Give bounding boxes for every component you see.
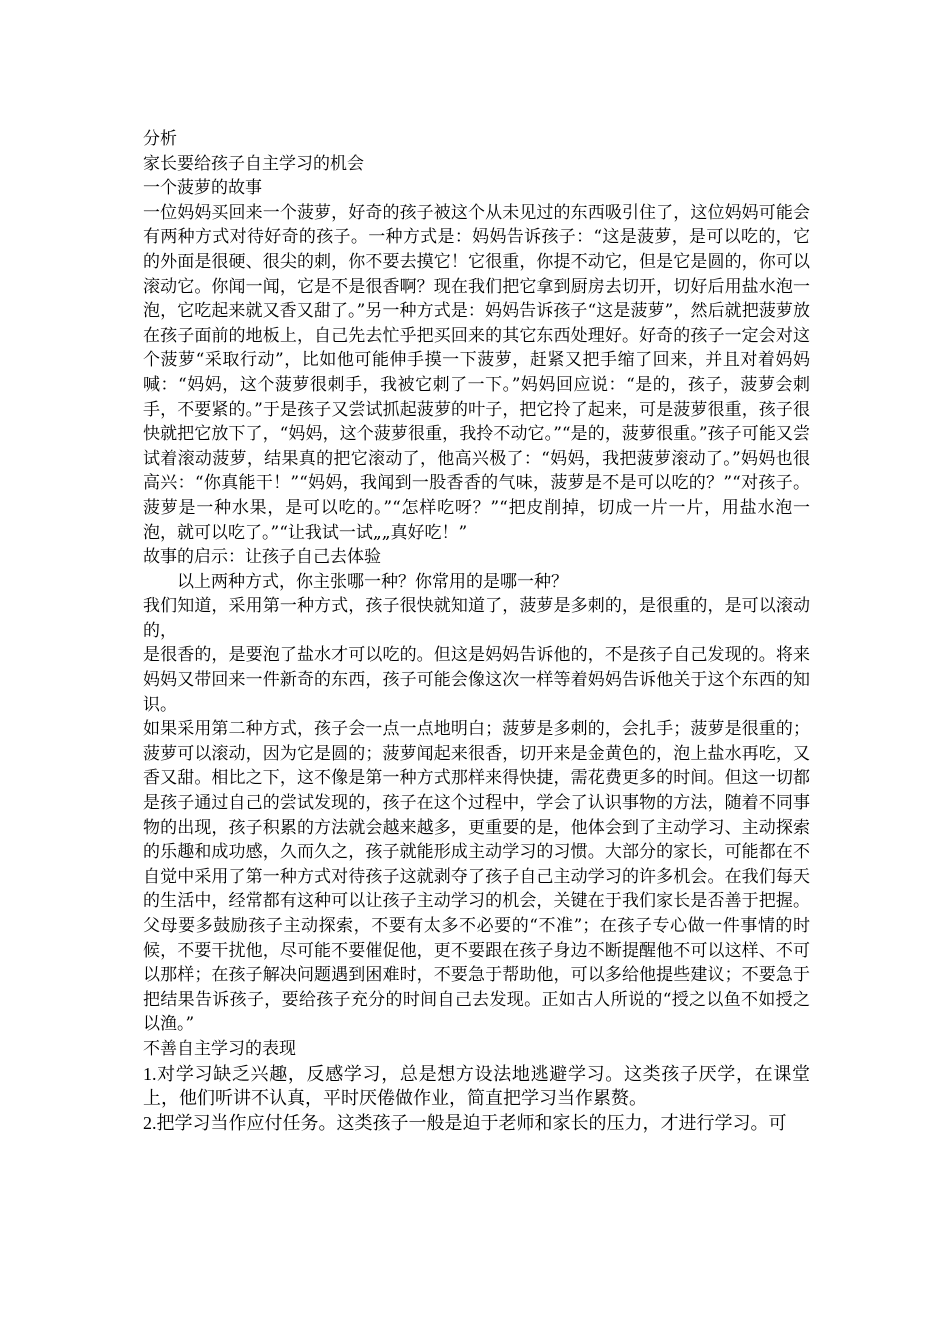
question-paragraph: 以上两种方式，你主张哪一种？你常用的是哪一种？ bbox=[177, 571, 568, 592]
document-page bbox=[143, 127, 810, 1135]
section-heading-poor-learning: 不善自主学习的表现 bbox=[143, 1038, 296, 1059]
second-way-paragraph: 如果采用第二种方式，孩子会一点一点地明白；菠萝是多刺的，会扎手；菠萝是很重的；菠萝可以滚动，因为它是圆的；菠萝闻起来很香，切开来是金黄色的，泡上盐水再吃，又香又甜。相比之下，这不像是第一种方式那样来得快捷，需花费更多的时间。但这一切都是孩子通过自己的尝试发现的，孩子在这个过程中，学会了认识事物的方法，随着不同事物的出现，孩子积累的方法就会越来越多，更重要的是，他体会到了主动学习、主动探索的乐趣和成功感，久而久之，孩子就能形成主动学习的习惯。大部分的家长，可能都在不自觉中采用了第一种方式对待孩子这就剥夺了孩子自己主动学习的许多机会。在我们每天的生活中，经常都有这种可以让孩子主动学习的机会，关键在于我们家长是否善于把握。父母要多鼓励孩子主动探索，不要有太多不必要的“不准”；在孩子专心做一件事情的时候，不要干扰他，尽可能不要催促他，更不要跟在孩子身边不断提醒他不可以这样、不可以那样；在孩子解决问题遇到困难时，不要急于帮助他，可以多给他提些建议；不要急于把结果告诉孩子，要给孩子充分的时间自己去发现。正如古人所说的“授之以鱼不如授之以渔。” bbox=[143, 719, 810, 1035]
first-way-paragraph-1: 我们知道，采用第一种方式，孩子很快就知道了，菠萝是多刺的，是很重的，是可以滚动的， bbox=[143, 596, 810, 641]
section-heading-story: 一个菠萝的故事 bbox=[143, 178, 262, 199]
first-way-paragraph-2: 是很香的，是要泡了盐水才可以吃的。但这是妈妈告诉他的，不是孩子自己发现的。将来妈妈又带回来一件新奇的东西，孩子可能会像这次一样等着妈妈告诉他关于这个东西的知识。 bbox=[143, 645, 810, 715]
list-item-1: 1.对学习缺乏兴趣，反感学习，总是想方设法地逃避学习。这类孩子厌学，在课堂上，他们听讲不认真，平时厌倦做作业，简直把学习当作累赘。 bbox=[143, 1063, 810, 1109]
section-heading-insight: 故事的启示：让孩子自己去体验 bbox=[143, 547, 381, 568]
story-paragraph: 一位妈妈买回来一个菠萝，好奇的孩子被这个从未见过的东西吸引住了，这位妈妈可能会有两种方式对待好奇的孩子。一种方式是：妈妈告诉孩子：“这是菠萝，是可以吃的，它的外面是很硬、很尖的刺，你不要去摸它！它很重，你提不动它，但是它是圆的，你可以滚动它。你闻一闻，它是不是很香啊？现在我们把它拿到厨房去切开，切好后用盐水泡一泡，它吃起来就又香又甜了。”另一种方式是：妈妈告诉孩子“这是菠萝”，然后就把菠萝放在孩子面前的地板上，自己先去忙乎把买回来的其它东西处理好。好奇的孩子一定会对这个菠萝“采取行动”，比如他可能伸手摸一下菠萝，赶紧又把手缩了回来，并且对着妈妈喊：“妈妈，这个菠萝很刺手，我被它刺了一下。”妈妈回应说：“是的，孩子，菠萝会刺手，不要紧的。”于是孩子又尝试抓起菠萝的叶子，把它拎了起来，可是菠萝很重，孩子很快就把它放下了，“妈妈，这个菠萝很重，我拎不动它。”“是的，菠萝很重。”孩子可能又尝试着滚动菠萝，结果真的把它滚动了，他高兴极了：“妈妈，我把菠萝滚动了。”妈妈也很高兴：“你真能干！”“妈妈，我闻到一股香香的气味，菠萝是不是可以吃的？”“对孩子。菠萝是一种水果，是可以吃的。”“怎样吃呀？”“把皮削掉，切成一片一片，用盐水泡一泡，就可以吃了。”“让我试一试„„真好吃！” bbox=[143, 202, 810, 543]
page-title: 家长要给孩子自主学习的机会 bbox=[143, 153, 364, 174]
heading-analysis: 分析 bbox=[143, 129, 177, 149]
list-item-2: 2.把学习当作应付任务。这类孩子一般是迫于老师和家长的压力，才进行学习。可 bbox=[143, 1112, 787, 1133]
